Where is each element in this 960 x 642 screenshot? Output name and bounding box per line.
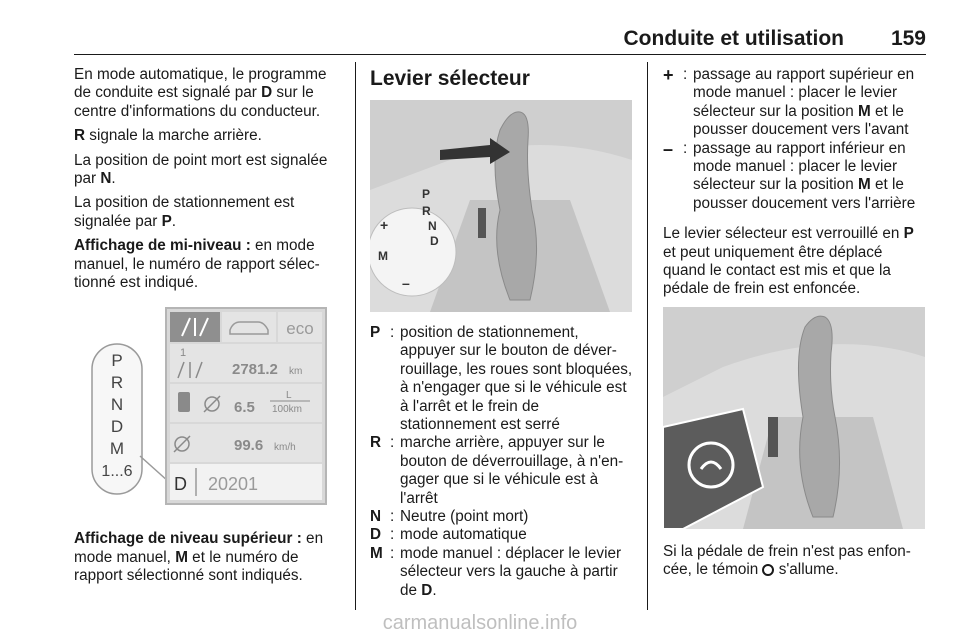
paragraph-automatic: En mode automatique, le programme de conduite est signalé par D sur le centre d'informations du conducteur. xyxy=(74,66,327,120)
selector-lever-figure xyxy=(370,100,632,312)
column-divider-1 xyxy=(355,62,356,610)
paragraph-mid-level: Affichage de mi-niveau : en mode manuel, le numéro de rapport sélectionné est indiqué. xyxy=(74,237,320,292)
odometer-value: 20201 xyxy=(208,474,259,495)
fuel-value: 6.5 xyxy=(234,399,255,417)
gear-n: N xyxy=(110,395,124,415)
column-right xyxy=(663,66,928,586)
gear-number: 1 xyxy=(180,347,187,360)
column-middle xyxy=(370,66,635,600)
brake-indicator-icon xyxy=(762,564,774,576)
brake-warning-illustration xyxy=(663,307,925,529)
position-r-text: marche arrière, appuyer sur le bouton de déverrouillage, à n'engager que si le véhicule est à l'arrêt xyxy=(400,434,624,507)
section-title: Conduite et utilisation xyxy=(623,27,844,50)
fuel-pump-icon xyxy=(178,392,190,412)
page-header xyxy=(74,0,926,56)
brake-warning-figure xyxy=(663,307,925,529)
column-divider-2 xyxy=(647,62,648,610)
gear-d: D xyxy=(110,417,124,437)
instrument-cluster-figure xyxy=(74,300,346,518)
position-d-text: mode automatique xyxy=(400,526,527,544)
paragraph-brake-warning: Si la pédale de frein n'est pas enfoncée, le témoin s'allume. xyxy=(663,542,911,579)
svg-text:D: D xyxy=(430,234,439,248)
selected-gear: D xyxy=(174,474,187,495)
paragraph-park: La position de stationnement est signalée par P. xyxy=(74,194,295,230)
manual-shift-list: + : passage au rapport supérieur en mode manuel : placer le levier sélecteur sur la position M et le pousser doucement vers l'avant – : passage au rapport inférieur en mode manuel : placer le levier sélecteur sur la position M et le pousser doucement vers l'arrière xyxy=(663,66,928,213)
distance-value: 2781.2 xyxy=(232,361,278,379)
gear-r: R xyxy=(110,373,124,393)
selector-positions-list: P : position de stationnement, appuyer sur le bouton de déverrouillage, les roues sont bloquées, à n'engager que si le véhicule est à l'arrêt et le frein de stationnement est serré R : marche arrière, appuyer sur le bouton de déverrouillage, à n'engager que si le véhicule est à l'arrêt N : Neutre (point mort) D : mode automatique M : mode manuel : déplacer le levier sélecteur vers la gauche à partir de D. xyxy=(370,324,635,600)
svg-text:+: + xyxy=(380,217,389,233)
header-rule xyxy=(74,54,926,55)
paragraph-top-level: Affichage de niveau supérieur : en mode manuel, M et le numéro de rapport sélectionné sont indiqués. xyxy=(74,530,324,585)
column-left xyxy=(74,66,346,592)
speed-value: 99.6 xyxy=(234,437,264,455)
page-number: 159 xyxy=(890,27,926,50)
svg-text:N: N xyxy=(428,219,437,233)
position-m-text: mode manuel : déplacer le levier sélecteur vers la gauche à partir de D. xyxy=(400,544,622,599)
svg-text:–: – xyxy=(402,275,410,291)
paragraph-neutral: La position de point mort est signalée par N. xyxy=(74,151,328,188)
watermark: carmanualsonline.info xyxy=(382,612,578,634)
gear-range: 1...6 xyxy=(101,463,133,481)
position-n-text: Neutre (point mort) xyxy=(400,508,529,526)
fuel-unit-bottom: 100km xyxy=(272,404,303,416)
svg-text:M: M xyxy=(378,249,388,263)
paragraph-reverse: R signale la marche arrière. xyxy=(74,127,262,145)
gear-m: M xyxy=(109,439,125,459)
eco-label: eco xyxy=(286,319,314,339)
position-p-text: position de stationnement, appuyer sur le bouton de déverrouillage, les roues sont bloquées, à n'engager que si le véhicule est à l'arrêt et le frein de stationnement est serré xyxy=(400,324,633,434)
shift-up-text: passage au rapport supérieur en mode manuel : placer le levier sélecteur sur la position M et le pousser doucement vers l'avant xyxy=(693,66,915,139)
shift-down-text: passage au rapport inférieur en mode manuel : placer le levier sélecteur sur la position M et le pousser doucement vers l'arrière xyxy=(693,139,916,212)
svg-text:R: R xyxy=(422,204,431,218)
selector-heading: Levier sélecteur xyxy=(370,67,530,90)
speed-unit: km/h xyxy=(274,442,296,454)
distance-unit: km xyxy=(289,366,303,378)
paragraph-lock: Le levier sélecteur est verrouillé en P et peut uniquement être déplacé quand le contact est mis et que la pédale de frein est enfoncée. xyxy=(663,225,914,298)
svg-text:P: P xyxy=(422,187,431,201)
gear-p: P xyxy=(111,351,123,371)
cluster-illustration xyxy=(74,300,346,518)
selector-lever-illustration xyxy=(370,100,632,312)
fuel-unit-top: L xyxy=(286,390,292,402)
